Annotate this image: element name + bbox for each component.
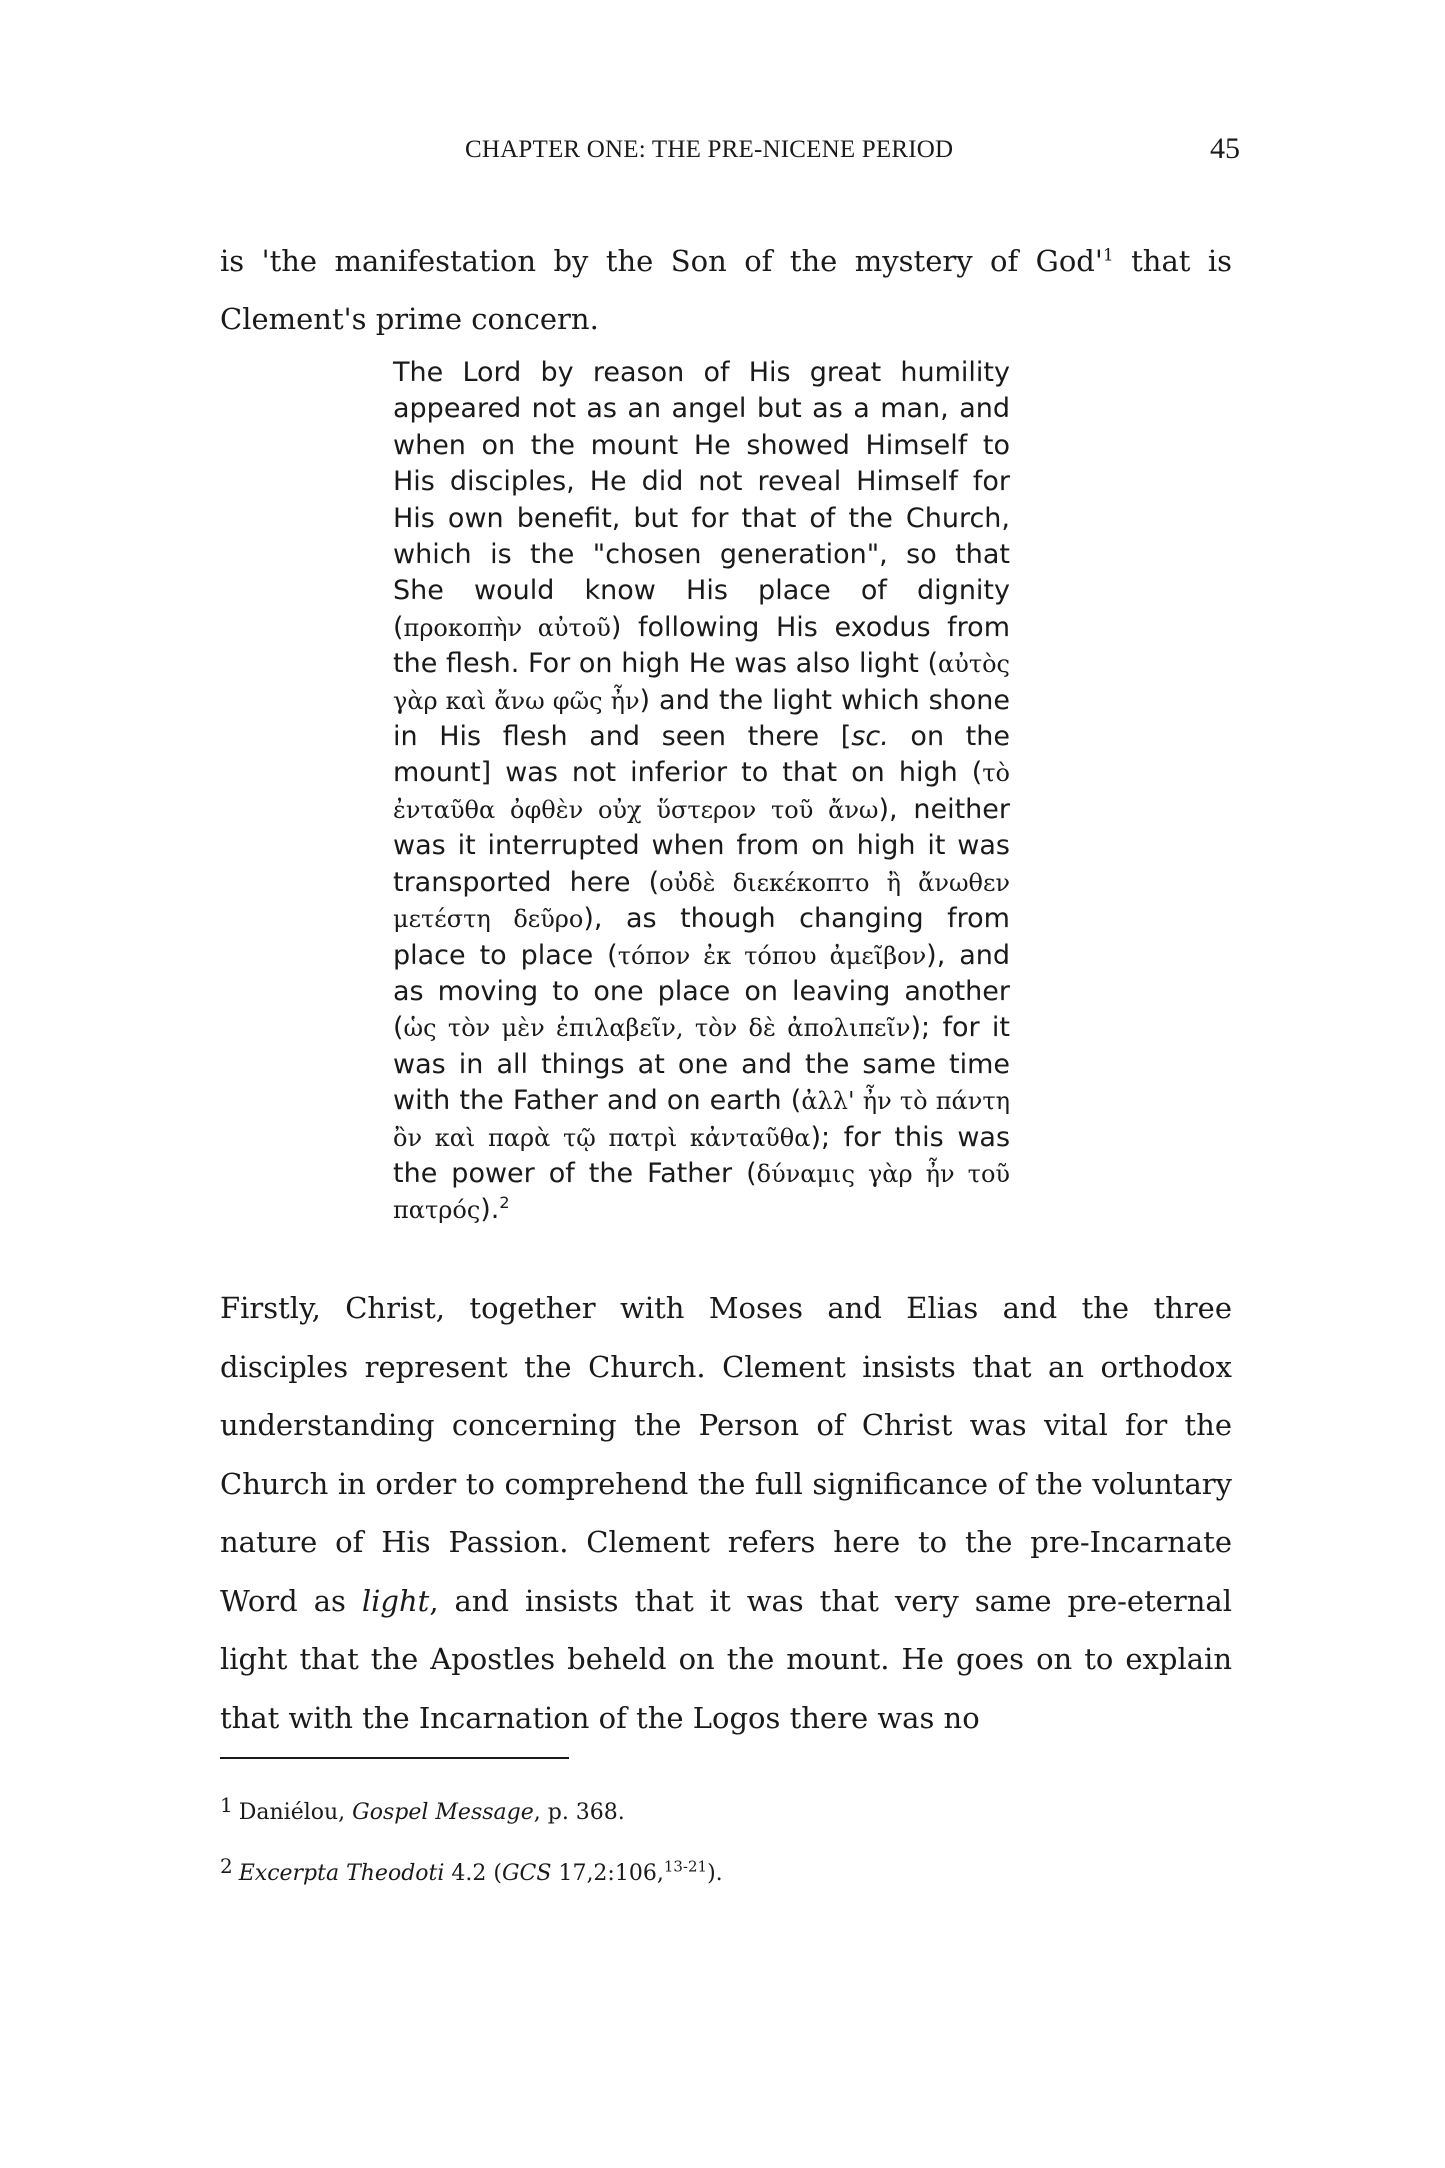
quote-text: ) following His exodus from the flesh. For on high He was also light ( — [393, 611, 1011, 680]
block-quote — [393, 355, 1010, 1229]
footnote-2 — [220, 1854, 723, 1886]
quote-text: ), and as moving to one place on leaving another ( — [393, 939, 1011, 1044]
footnote-divider — [220, 1757, 569, 1759]
quote-italic: sc. — [851, 721, 889, 753]
footnote-title: Gospel Message — [352, 1800, 534, 1825]
footnote-mark: 1 — [220, 1793, 233, 1817]
main-text: Firstly, Christ, together with Moses and Elias and the three disciples represent the Church. Clement insists that an orthodox understanding concerning the Person of Christ was vital for the Church in order to comprehend the full significance of the voluntary nature of His Passion. Clement refers here to the pre-Incarnate Word as — [220, 1291, 1232, 1618]
footnote-ref-2: 2 — [499, 1193, 510, 1213]
greek-phrase: οὐδὲ διεκέκοπτο ἢ ἄνωθεν μετέστη δεῦρο — [393, 868, 1010, 934]
quote-text: ); for it was in all things at one and the same time with the Father and on earth ( — [393, 1012, 1010, 1117]
intro-text: is 'the manifestation by the Son of the mystery of God' — [220, 244, 1103, 278]
footnote-1 — [220, 1793, 625, 1825]
main-paragraph — [220, 1279, 1232, 1747]
greek-phrase: δύναμις γὰρ ἦν τοῦ πατρός — [393, 1159, 1010, 1225]
greek-phrase: προκοπὴν αὐτοῦ — [403, 613, 611, 642]
intro-paragraph — [220, 232, 1232, 348]
main-text: , and insists that it was that very same pre-eternal light that the Apostles beheld on the mount. He goes on to explain that with the Incarnation of the Logos there was no — [220, 1583, 1232, 1735]
footnote-mark: 2 — [220, 1854, 233, 1878]
footnote-text: 17,2:106, — [551, 1861, 664, 1886]
page-header — [0, 132, 1445, 176]
quote-text: ). — [480, 1194, 500, 1226]
footnote-text: 4.2 ( — [444, 1861, 502, 1886]
greek-phrase: τὸ ἐνταῦθα ὀφθὲν οὐχ ὕστερον τοῦ ἄνω — [393, 759, 1010, 824]
footnote-abbr: GCS — [501, 1861, 552, 1886]
greek-phrase: τόπον ἐκ τόπου ἀμεῖβον — [617, 941, 927, 970]
quote-text: ), neither was it interrupted when from on high it was transported here ( — [393, 793, 1010, 898]
footnote-text: ). — [707, 1861, 723, 1886]
page-number: 45 — [1210, 132, 1240, 165]
footnote-author: Daniélou, — [238, 1800, 353, 1825]
greek-phrase: αὐτὸς γὰρ καὶ ἄνω φῶς ἦν — [393, 650, 1010, 715]
running-title: CHAPTER ONE: THE PRE-NICENE PERIOD — [465, 136, 954, 163]
quote-text: The Lord by reason of His great humility appeared not as an angel but as a man, and when on the mount He showed Himself to His disciples, He did not reveal Himself for His own benefit, but for that of the Church, which is the "chosen generation", so that She would know His place of dignity ( — [393, 357, 1010, 643]
footnote-text: , p. 368. — [533, 1800, 625, 1825]
quote-text: ); for this was the power of the Father ( — [393, 1121, 1011, 1189]
quote-text: ), as though changing from place to place ( — [393, 903, 1010, 971]
main-italic: light — [361, 1583, 430, 1618]
quote-text: ) and the light which shone in His flesh and seen there [ — [393, 684, 1011, 753]
footnote-title: Excerpta Theodoti — [238, 1861, 445, 1886]
footnote-sup: 13-21 — [663, 1857, 708, 1876]
footnote-ref-1: 1 — [1102, 245, 1114, 266]
greek-phrase: ἀλλ' ἦν τὸ πάντη ὂν καὶ παρὰ τῷ πατρὶ κἀνταῦθα — [393, 1087, 1010, 1152]
greek-phrase: ὡς τὸν μὲν ἐπιλαβεῖν, τὸν δὲ ἀπολιπεῖν — [403, 1014, 911, 1043]
intro-text-end: that is Clement's prime concern. — [220, 244, 1232, 336]
quote-text: on the mount] was not inferior to that on high ( — [393, 721, 1010, 789]
